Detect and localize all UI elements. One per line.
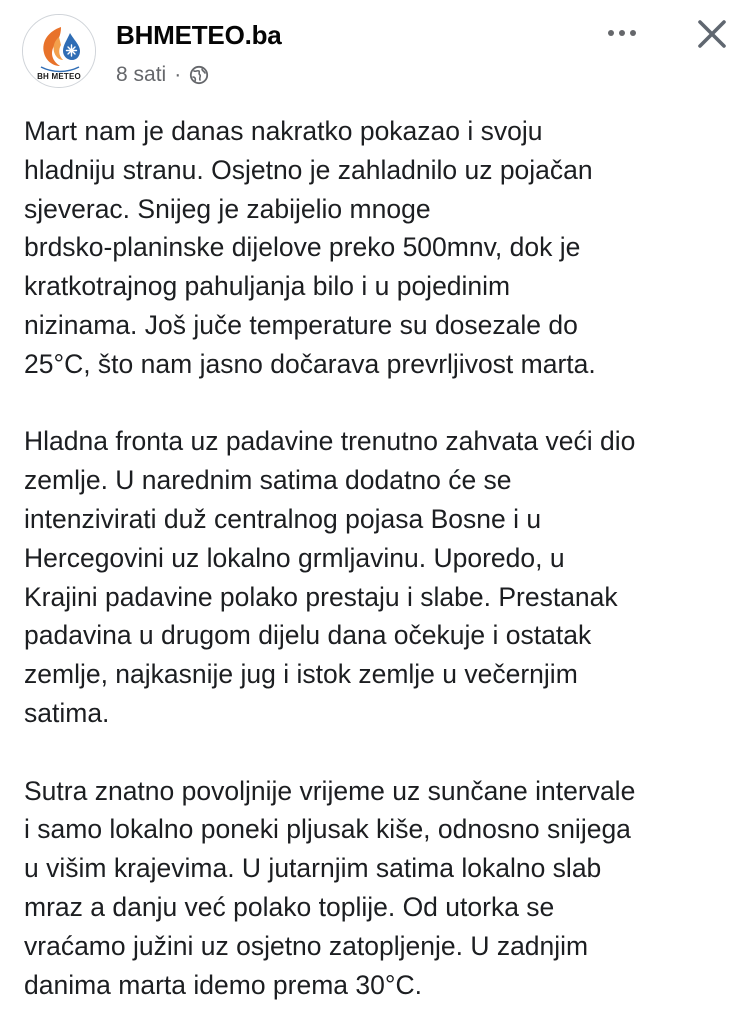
text-line: kratkotrajnog pahuljanja bilo i u pojedinim (24, 271, 511, 302)
avatar[interactable] (22, 14, 96, 88)
close-button[interactable] (692, 14, 732, 54)
more-options-dot (630, 30, 636, 36)
text-line: u višim krajevima. U jutarnjim satima lokalno slab (24, 853, 602, 884)
text-line: sjeverac. Snijeg je zabijelio mnoge (24, 193, 431, 224)
globe-icon[interactable] (189, 65, 209, 85)
text-line: nizinama. Još juče temperature su dosezale do (24, 309, 578, 340)
text-line: Mart nam je danas nakratko pokazao i svoju (24, 116, 543, 146)
text-line: 25°C, što nam jasno dočarava prevrljivost marta. (24, 348, 596, 379)
post-paragraph (24, 112, 736, 384)
text-line: vraćamo južini uz osjetno zatopljenje. U zadnjim (24, 930, 589, 961)
text-line: intenzivirati duž centralnog pojasa Bosne i u (24, 503, 542, 534)
text-line: padavina u drugom dijelu dana očekuje i ostatak (24, 620, 592, 651)
meta-separator: · (174, 63, 182, 86)
more-options-icon (608, 30, 614, 36)
text-line: brdsko-planinske dijelove preko 500mnv, dok je (24, 232, 581, 263)
close-icon (692, 14, 732, 54)
text-line: Krajini padavine polako prestaju i slabe. Prestanak (24, 581, 618, 612)
post-header (0, 0, 749, 100)
post-meta (116, 62, 209, 88)
text-line: hladniju stranu. Osjetno je zahladnilo uz pojačan (24, 154, 593, 185)
more-options-dot (619, 30, 625, 36)
text-line: zemlje, najkasnije jug i istok zemlje u večernjim (24, 659, 578, 690)
post-paragraph (24, 772, 736, 1005)
text-line: Hercegovini uz lokalno grmljavinu. Uporedo, u (24, 542, 565, 573)
text-line: i samo lokalno poneki pljusak kiše, odnosno snijega (24, 814, 631, 845)
post-paragraph (24, 422, 736, 732)
text-line: danima marta idemo prema 30°C. (24, 969, 422, 1000)
avatar-caption: BH METEO (37, 72, 81, 81)
text-line: satima. (24, 697, 110, 728)
more-options-button[interactable] (600, 18, 644, 48)
post-text (24, 112, 736, 1004)
post-timestamp[interactable]: 8 sati (116, 63, 167, 86)
text-line: Sutra znatno povoljnije vrijeme uz sunčane intervale (24, 775, 636, 806)
text-line: zemlje. U narednim satima dodatno će se (24, 465, 512, 496)
text-line: Hladna fronta uz padavine trenutno zahvata veći dio (24, 426, 636, 457)
text-line: mraz a danju već polako toplije. Od utorka se (24, 891, 555, 922)
page-name[interactable]: BHMETEO.ba (116, 20, 282, 50)
